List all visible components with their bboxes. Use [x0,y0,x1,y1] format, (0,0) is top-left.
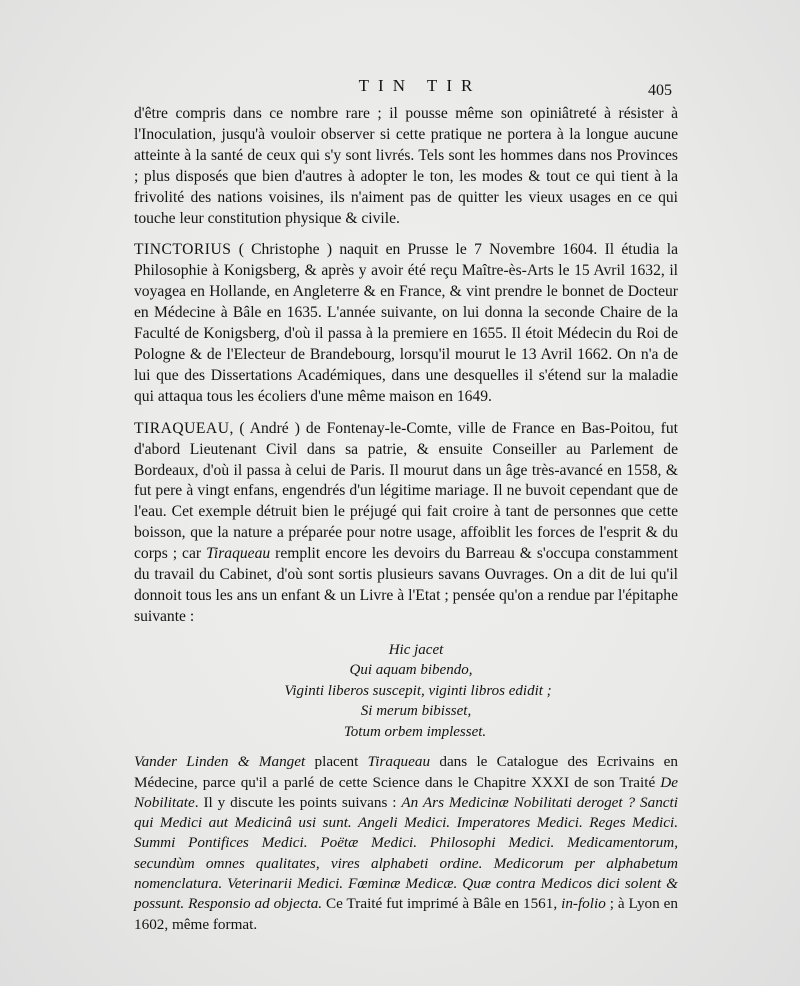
entry-text-tinctorius: ( Christophe ) naquit en Prusse le 7 Novembre 1604. Il étudia la Philosophie à Konigsberg, & après y avoir été reçu Maître-ès-Arts le 15 Avril 1632, il voyagea en Hollande, en Angleterre & en France, & vint prendre le bonnet de Docteur en Médecine à Bâle en 1635. L'année suivante, on lui donna la seconde Chaire de la Faculté de Konigsberg, d'où il passa à la premiere en 1655. Il étoit Médecin du Roi de Pologne & de l'Electeur de Brandebourg, lorsqu'il mourut le 13 Avril 1662. On n'a de lui que des Dissertations Académiques, dans une desquelles il s'étend sur la maladie qui attaqua tous les écoliers d'une même maison en 1649. [134,241,678,405]
continuation-paragraph: d'être compris dans ce nombre rare ; il pousse même son opiniâtreté à résister à l'Inoculation, jusqu'à vouloir observer si cette pratique ne portera à la longue aucune atteinte à la santé de ceux qui s'y sont livrés. Tels sont les hommes dans nos Provinces ; plus disposés que bien d'autres à adopter le ton, les modes & tout ce qui tient à la frivolité des nations voisines, ils n'aiment pas de quitter les vieux usages en ce qui touche leur constitution physique & civile. [134,105,678,227]
closing-text-2: dans le Catalogue des Ecrivains en Médecine, parce qu'il a parlé de cette Science dans le Chapitre XXXI de son Traité [134,753,678,791]
epitaph-line-4: Si merum bibisset, [360,703,472,720]
closing-authors: Vander Linden & Manget [134,753,306,771]
closing-text-4: Ce Traité fut imprimé à Bâle en 1561, [322,895,562,913]
entry-name-tiraqueau: TIRAQUEAU [134,419,230,437]
closing-paragraph [134,752,678,935]
closing-tiraqueau: Tiraqueau [367,753,431,771]
epitaph-line-2: Qui aquam bibendo, [349,662,473,679]
closing-treatise-title: De Nobilitate [134,773,678,811]
page-number: 405 [648,82,672,99]
epitaph-line-5: Totum orbem implesset. [343,723,487,740]
epitaph-line-3: Viginti liberos suscepit, viginti libros edidit ; [284,682,552,699]
epitaph [134,640,678,743]
closing-format: in-folio [561,895,606,913]
closing-text-5: ; à Lyon en 1602, même format. [134,895,678,933]
entry-tiraqueau [134,419,678,628]
running-head: TIN TIR [358,76,482,95]
epitaph-line-1: Hic jacet [388,641,444,658]
body-text [134,104,678,935]
entry-text-tiraqueau-2: remplit encore les devoirs du Barreau & s'occupa constamment du travail du Cabinet, d'où sont sortis plusieurs savans Ouvrages. On a dit de lui qu'il donnoit tous les ans un enfant & un Livre à l'Etat ; pensée qu'on a rendue par l'épitaphe suivante : [134,545,678,625]
entry-name-tinctorius: TINCTORIUS [134,241,232,259]
closing-text-3: . Il y discute les points suivans : [194,793,402,811]
closing-text-1: placent [305,753,368,771]
entry-italic-tiraqueau: Tiraqueau [206,545,271,563]
entry-text-tiraqueau-1: , ( André ) de Fontenay-le-Comte, ville de France en Bas-Poitou, fut d'abord Lieutenant Civil dans sa patrie, & ensuite Conseiller au Parlement de Bordeaux, d'où il passa à celui de Paris. Il mourut dans un âge très-avancé en 1558, & fut pere à vingt enfans, engendrés d'un légitime mariage. Il ne buvoit cependant que de l'eau. Cet exemple détruit bien le préjugé qui fait croire à tant de personnes que cette boisson, que la nature a préparée pour notre usage, affoiblit les forces de l'esprit & du corps ; car [134,419,678,563]
entry-tinctorius [134,240,678,407]
closing-points: An Ars Medicinæ Nobilitati deroget ? Sancti qui Medici aut Medicinâ usi sunt. Angeli Medici. Imperatores Medici. Reges Medici. Summi Pontifices Medici. Poëtæ Medici. Philosophi Medici. Medicamentorum, secundùm omnes qualitates, vires alphabeti ordine. Medicorum per alphabetum nomenclatura. Veterinarii Medici. Fœminæ Medicæ. Quæ contra Medicos dici solent & possunt. Responsio ad objecta. [134,793,678,913]
page-header [0,70,800,100]
